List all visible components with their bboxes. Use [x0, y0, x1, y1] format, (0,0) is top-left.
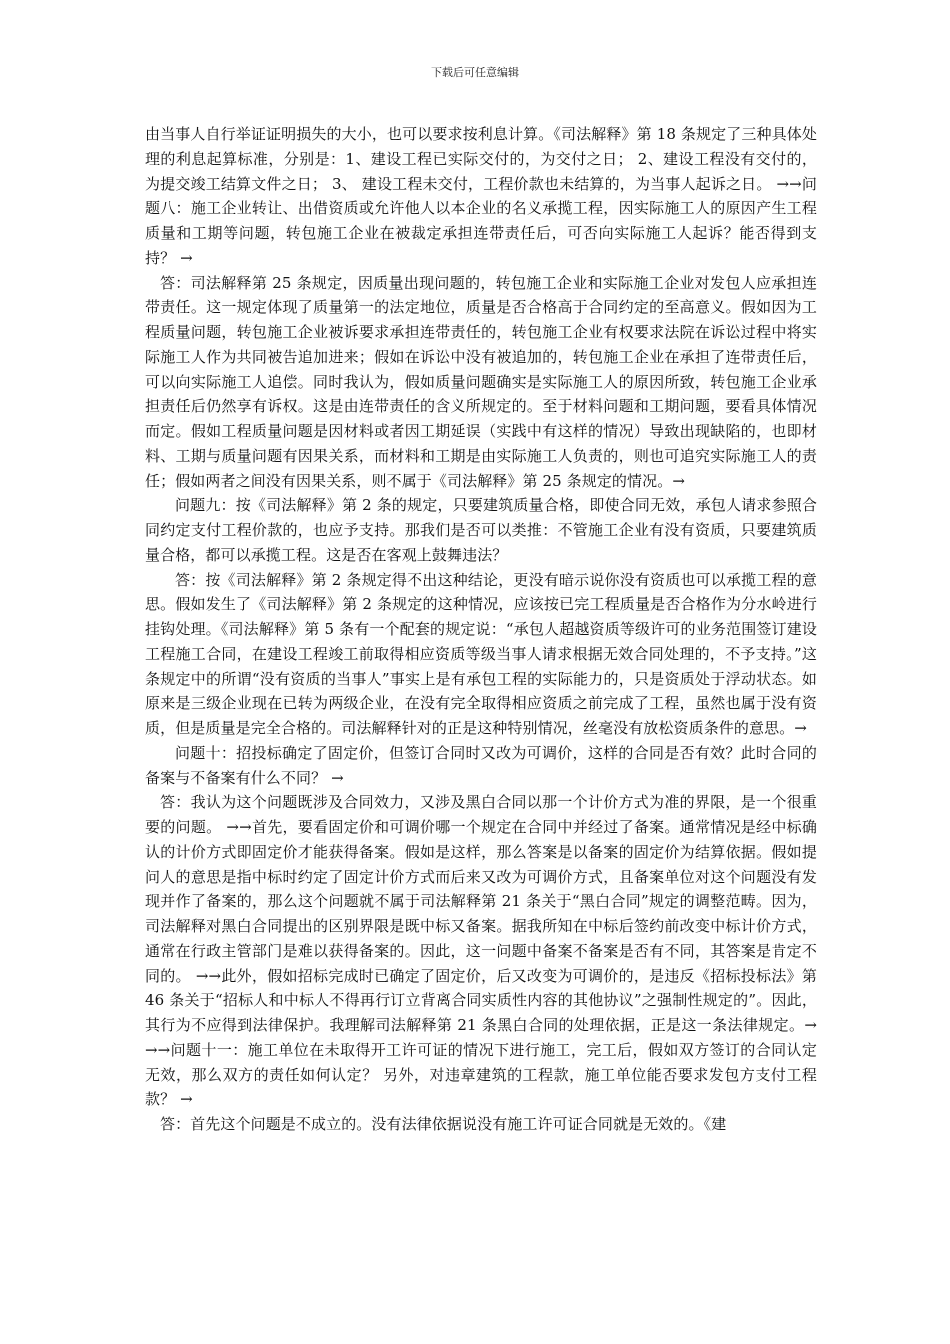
paragraph-2: 答：司法解释第 25 条规定，因质量出现问题的，转包施工企业和实际施工企业对发包人应承担连带责任。这一规定体现了质量第一的法定地位，质量是否合格高于合同约定的至高意义。假如因为工程质量问题，转包施工企业被诉要求承担连带责任的，转包施工企业有权要求法院在诉讼过程中将实际施工人作为共同被告追加进来；假如在诉讼中没有被追加的，转包施工企业在承担了连带责任后，可以向实际施工人追偿。同时我认为，假如质量问题确实是实际施工人的原因所致，转包施工企业承担责任后仍然享有诉权。这是由连带责任的含义所规定的。至于材料问题和工期问题，要看具体情况而定。假如工程质量问题是因材料或者因工期延误（实践中有这样的情况）导致出现缺陷的，也即材料、工期与质量问题有因果关系，而材料和工期是由实际施工人负责的，则也可追究实际施工人的责任；假如两者之间没有因果关系，则不属于《司法解释》第 25 条规定的情况。→: [145, 273, 817, 490]
paragraph-5: 问题十：招投标确定了固定价，但签订合同时又改为可调价，这样的合同是否有效？此时合同的备案与不备案有什么不同？ →: [145, 743, 817, 787]
paragraph-4: 答：按《司法解释》第 2 条规定得不出这种结论，更没有暗示说你没有资质也可以承揽工程的意思。假如发生了《司法解释》第 2 条规定的这种情况，应该按已完工程质量是否合格作为分水岭进行挂钩处理。《司法解释》第 5 条有一个配套的规定说：“承包人超越资质等级许可的业务范围签订建设工程施工合同，在建设工程竣工前取得相应资质等级当事人请求根据无效合同处理的，不予支持。”这条规定中的所谓“没有资质的当事人”事实上是有承包工程的实际能力的，只是资质处于浮动状态。如原来是三级企业现在已转为两级企业，在没有完全取得相应资质之前完成了工程，虽然也属于没有资质，但是质量是完全合格的。司法解释针对的正是这种特别情况，丝毫没有放松资质条件的意思。→: [145, 570, 817, 737]
paragraph-3: 问题九：按《司法解释》第 2 条的规定，只要建筑质量合格，即使合同无效，承包人请求参照合同约定支付工程价款的，也应予支持。那我们是否可以类推：不管施工企业有没有资质，只要建筑质量合格，都可以承揽工程。这是否在客观上鼓舞违法？: [145, 496, 817, 564]
paragraph-1: 由当事人自行举证证明损失的大小，也可以要求按利息计算。《司法解释》第 18 条规定了三种具体处理的利息起算标准，分别是：1、建设工程已实际交付的，为交付之日； 2、建设工程没有交付的，为提交竣工结算文件之日； 3、 建设工程未交付，工程价款也未结算的，为当事人起诉之日。 →→问题八：施工企业转让、出借资质或允许他人以本企业的名义承揽工程，因实际施工人的原因产生工程质量和工期等问题，转包施工企业在被裁定承担连带责任后，可否向实际施工人起诉？能否得到支持？ →: [145, 125, 817, 267]
paragraph-6: 答：我认为这个问题既涉及合同效力，又涉及黑白合同以那一个计价方式为准的界限，是一个很重要的问题。 →→首先，要看固定价和可调价哪一个规定在合同中并经过了备案。通常情况是经中标确认的计价方式即固定价才能获得备案。假如是这样，那么答案是以备案的固定价为结算依据。假如提问人的意思是指中标时约定了固定计价方式而后来又改为可调价方式，且备案单位对这个问题没有发现并作了备案的，那么这个问题就不属于司法解释第 21 条关于“黑白合同”规定的调整范畴。因为，司法解释对黑白合同提出的区别界限是既中标又备案。据我所知在中标后签约前改变中标计价方式，通常在行政主管部门是难以获得备案的。因此，这一问题中备案不备案是否有不同，其答案是肯定不同的。 →→此外，假如招标完成时已确定了固定价，后又改变为可调价的，是违反《招标投标法》第46 条关于“招标人和中标人不得再行订立背离合同实质性内容的其他协议”之强制性规定的”。因此，其行为不应得到法律保护。我理解司法解释第 21 条黑白合同的处理依据，正是这一条法律规定。→ →→问题十一：施工单位在未取得开工许可证的情况下进行施工，完工后，假如双方签订的合同认定无效，那么双方的责任如何认定？ 另外，对违章建筑的工程款，施工单位能否要求发包方支付工程款？ →: [145, 793, 817, 1109]
page-header: 下载后可任意编辑: [431, 66, 519, 79]
document-body: [145, 122, 817, 1137]
paragraph-7: 答：首先这个问题是不成立的。没有法律依据说没有施工许可证合同就是无效的。《建: [160, 1115, 727, 1133]
